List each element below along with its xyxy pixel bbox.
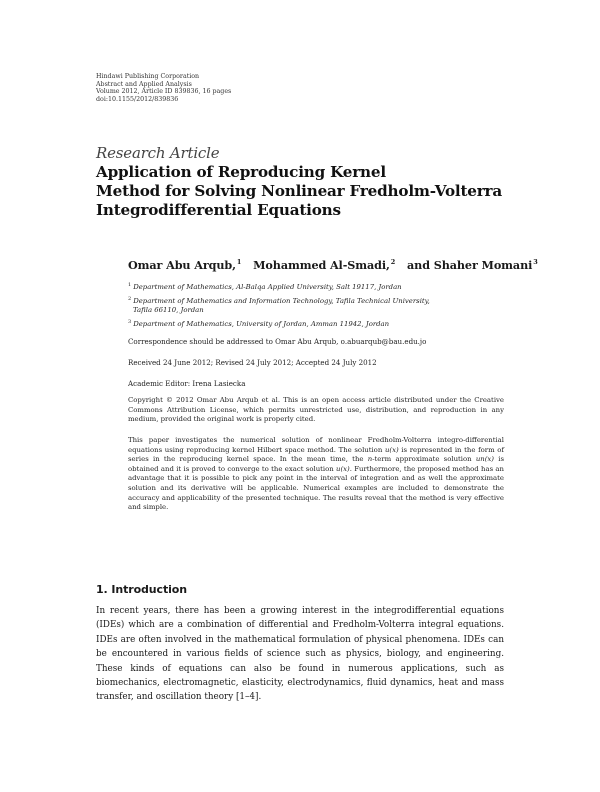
math-un-x: un(x) bbox=[475, 455, 494, 464]
section-heading: 1. Introduction bbox=[96, 583, 187, 596]
author: and Shaher Momani$^3$ bbox=[407, 258, 538, 272]
author-list bbox=[128, 258, 538, 272]
math-n: n bbox=[367, 455, 373, 464]
correspondence: Correspondence should be addressed to Omar Abu Arqub, o.abuarqub@bau.edu.jo bbox=[128, 337, 427, 346]
volume-info: Volume 2012, Article ID 839836, 16 pages bbox=[96, 88, 232, 96]
abstract: This paper investigates the numerical solution of nonlinear Fredholm-Volterra integro-differential equations using reproducing kernel Hilbert space method. The solution u(x) is represented in the form of series in the reproducing kernel space. In the mean time, the n-term approximate solution un(x) is obtained and it is proved to converge to the exact solution u(x). Furthermore, the proposed method has an advantage that it is possible to pick any point in the interval of integration and as well the approximate solution and its derivative will be applicable. Numerical examples are included to demonstrate the accuracy and applicability of the presented technique. The results reveal that the method is very effective and simple. bbox=[128, 436, 504, 512]
academic-editor: Academic Editor: Irena Lasiecka bbox=[128, 379, 246, 388]
author: Mohammed Al-Smadi,$^2$ bbox=[253, 258, 396, 272]
affiliation: $^2$ Department of Mathematics and Information Technology, Tafila Technical University, bbox=[128, 295, 430, 305]
math-u-x: u(x) bbox=[384, 445, 399, 454]
journal-name: Abstract and Applied Analysis bbox=[96, 80, 192, 88]
introduction-paragraph: In recent years, there has been a growing interest in the integrodifferential equations (IDEs) which are a combination of differential and Fredholm-Volterra integral equations. IDEs are often involved in the mathematical formulation of physical phenomena. IDEs can be encountered in various fields of science such as physics, biology, and engineering. These kinds of equations can also be found in numerous applications, such as biomechanics, electromagnetic, elasticity, electrodynamics, fluid dynamics, heat and mass transfer, and oscillation theory [1–4]. bbox=[96, 606, 504, 703]
affiliation-continued: Tafila 66110, Jordan bbox=[133, 306, 204, 315]
publisher: Hindawi Publishing Corporation bbox=[96, 73, 200, 80]
title-line: Method for Solving Nonlinear Fredholm-Volterra bbox=[96, 182, 502, 200]
copyright-notice: Copyright © 2012 Omar Abu Arqub et al. This is an open access article distributed under the Creative Commons Attribution License, which permits unrestricted use, distribution, and reproduction in any medium, provided the original work is properly cited. bbox=[128, 396, 504, 424]
title-line: Integrodifferential Equations bbox=[96, 201, 341, 219]
article-type: Research Article bbox=[96, 144, 220, 162]
journal-header bbox=[96, 73, 231, 103]
affiliation: $^3$ Department of Mathematics, University of Jordan, Amman 11942, Jordan bbox=[128, 318, 390, 328]
author: Omar Abu Arqub,$^1$ bbox=[128, 258, 242, 272]
math-u-x: u(x) bbox=[336, 464, 350, 473]
title-line: Application of Reproducing Kernel bbox=[96, 163, 386, 181]
affiliation: $^1$ Department of Mathematics, Al-Balqa Applied University, Salt 19117, Jordan bbox=[128, 282, 402, 291]
affiliations bbox=[128, 281, 430, 329]
doi: doi:10.1155/2012/839836 bbox=[96, 95, 179, 103]
paper-title bbox=[96, 163, 502, 220]
article-dates: Received 24 June 2012; Revised 24 July 2012; Accepted 24 July 2012 bbox=[128, 358, 377, 367]
